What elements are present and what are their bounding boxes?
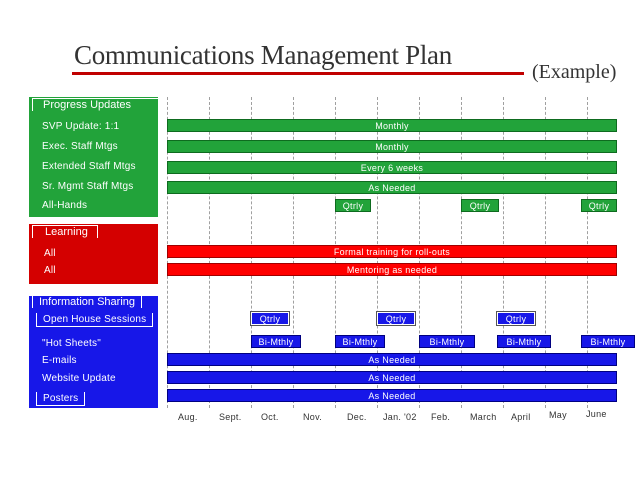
row-label-emails: E-mails: [42, 355, 77, 366]
month-label-june: June: [586, 409, 607, 419]
row-label-svp-update: SVP Update: 1:1: [42, 121, 120, 132]
bar-all-hands-qtrly: Qtrly: [335, 199, 371, 212]
bar-exec-monthly: Monthly: [167, 140, 617, 153]
progress-updates-panel: [29, 97, 158, 217]
bar-open-house-qtrly: Qtrly: [377, 312, 415, 325]
row-label-hot-sheets: "Hot Sheets": [42, 338, 101, 349]
row-label-sr-mgmt: Sr. Mgmt Staff Mtgs: [42, 181, 134, 192]
title-underline: [72, 72, 524, 75]
bar-all-hands-qtrly: Qtrly: [581, 199, 617, 212]
bar-all-hands-qtrly: Qtrly: [461, 199, 499, 212]
page-title: Communications Management Plan: [74, 40, 452, 70]
month-label-feb: Feb.: [431, 412, 451, 422]
month-label-oct: Oct.: [261, 412, 279, 422]
row-label-all: All: [44, 248, 56, 259]
bar-hot-sheets-bi-mthly: Bi-Mthly: [419, 335, 475, 348]
bar-mentoring: Mentoring as needed: [167, 263, 617, 276]
bar-sr-mgmt-as-needed: As Needed: [167, 181, 617, 194]
month-label-april: April: [511, 412, 531, 422]
bar-posters-as-needed: As Needed: [167, 389, 617, 402]
bar-hot-sheets-bi-mthly: Bi-Mthly: [335, 335, 385, 348]
bar-open-house-qtrly: Qtrly: [251, 312, 289, 325]
row-label-extended-staff: Extended Staff Mtgs: [42, 161, 136, 172]
month-label-aug: Aug.: [178, 412, 198, 422]
row-label-posters: Posters: [36, 392, 85, 406]
section-header-information-sharing: Information Sharing: [32, 295, 142, 308]
row-label-open-house: Open House Sessions: [36, 313, 153, 327]
month-label-jan: Jan. '02: [383, 412, 417, 422]
bar-hot-sheets-bi-mthly: Bi-Mthly: [251, 335, 301, 348]
month-label-march: March: [470, 412, 497, 422]
page-subtitle: (Example): [532, 61, 617, 83]
month-label-sept: Sept.: [219, 412, 242, 422]
row-label-website-update: Website Update: [42, 373, 116, 384]
month-label-may: May: [549, 410, 567, 420]
month-label-dec: Dec.: [347, 412, 367, 422]
section-header-learning: Learning: [32, 225, 98, 238]
bar-emails-as-needed: As Needed: [167, 353, 617, 366]
section-header-progress-updates: Progress Updates: [32, 98, 159, 111]
bar-hot-sheets-bi-mthly: Bi-Mthly: [581, 335, 635, 348]
bar-website-as-needed: As Needed: [167, 371, 617, 384]
row-label-all-hands: All-Hands: [42, 200, 88, 211]
bar-hot-sheets-bi-mthly: Bi-Mthly: [497, 335, 551, 348]
bar-open-house-qtrly: Qtrly: [497, 312, 535, 325]
month-label-nov: Nov.: [303, 412, 323, 422]
row-label-exec-staff: Exec. Staff Mtgs: [42, 141, 118, 152]
bar-svp-monthly: Monthly: [167, 119, 617, 132]
row-label-all: All: [44, 265, 56, 276]
bar-formal-training: Formal training for roll-outs: [167, 245, 617, 258]
bar-extended-every-6-weeks: Every 6 weeks: [167, 161, 617, 174]
